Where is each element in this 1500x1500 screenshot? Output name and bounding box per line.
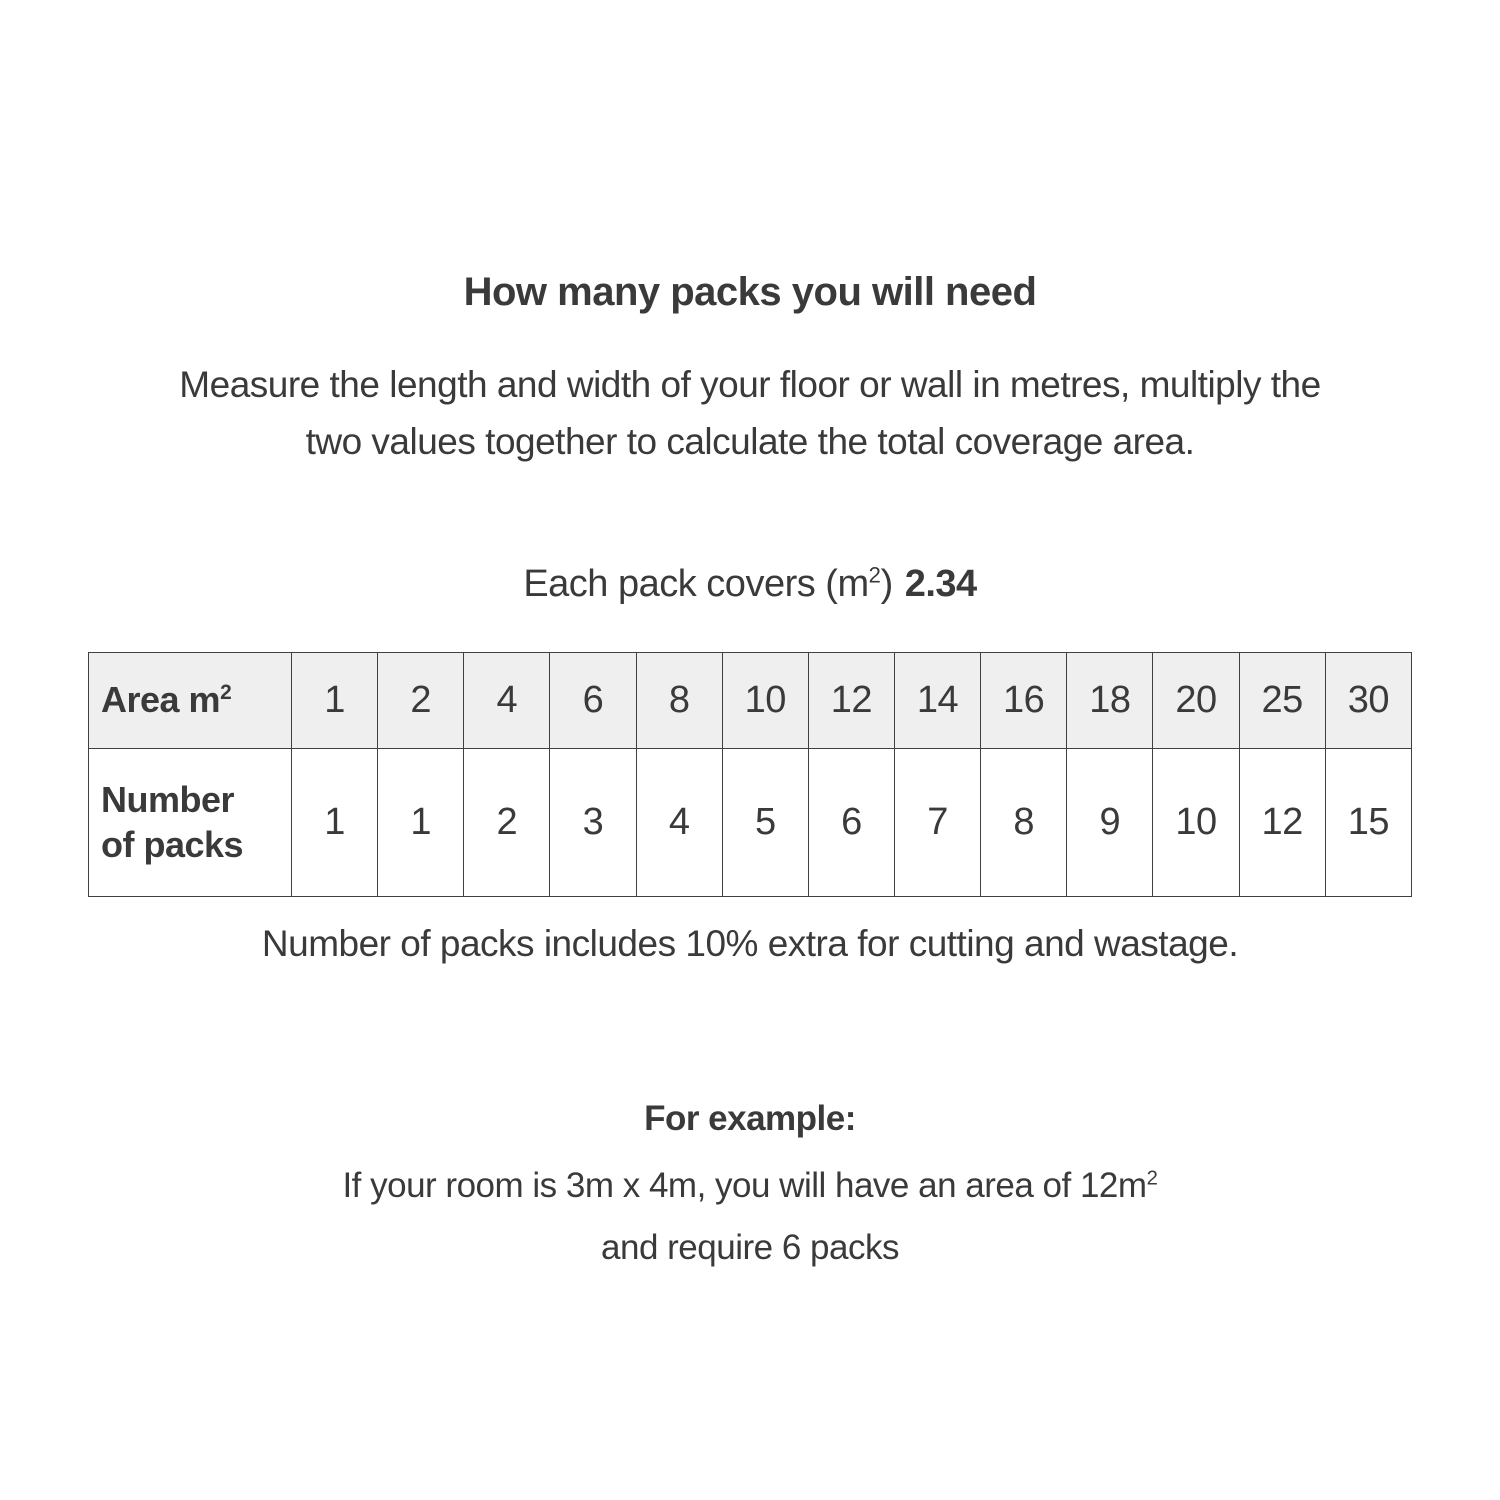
packs-cell: 12 xyxy=(1239,748,1325,896)
area-cell: 8 xyxy=(636,652,722,748)
example-line-1-text: If your room is 3m x 4m, you will have an area of 12m xyxy=(342,1165,1147,1205)
packs-cell: 1 xyxy=(378,748,464,896)
area-cell: 25 xyxy=(1239,652,1325,748)
area-cell: 12 xyxy=(808,652,894,748)
area-cell: 16 xyxy=(981,652,1067,748)
area-cell: 30 xyxy=(1325,652,1411,748)
example-line-1 xyxy=(0,1155,1500,1217)
packs-cell: 6 xyxy=(808,748,894,896)
page-title: How many packs you will need xyxy=(463,270,1037,314)
packs-cell: 15 xyxy=(1325,748,1411,896)
area-cell: 10 xyxy=(722,652,808,748)
packs-cell: 3 xyxy=(550,748,636,896)
packs-cell: 2 xyxy=(464,748,550,896)
packs-cell: 4 xyxy=(636,748,722,896)
area-cell: 4 xyxy=(464,652,550,748)
packs-label-line-1: Number xyxy=(101,779,235,821)
area-row xyxy=(89,652,1412,748)
packs-table xyxy=(88,652,1412,897)
packs-row-label xyxy=(89,748,292,896)
area-label-text: Area m xyxy=(101,679,221,721)
intro-line-1: Measure the length and width of your floor or wall in metres, multiply the xyxy=(179,364,1321,405)
intro-line-2: two values together to calculate the total coverage area. xyxy=(305,421,1195,463)
packs-cell: 5 xyxy=(722,748,808,896)
coverage-line xyxy=(0,563,1500,606)
packs-cell: 10 xyxy=(1153,748,1239,896)
example-line-2: and require 6 packs xyxy=(601,1227,899,1267)
coverage-label-suffix: ) xyxy=(880,562,893,605)
intro-text xyxy=(40,356,1460,471)
coverage-value: 2.34 xyxy=(904,562,977,605)
example-heading: For example: xyxy=(644,1098,856,1138)
area-cell: 14 xyxy=(894,652,980,748)
packs-cell: 7 xyxy=(894,748,980,896)
coverage-superscript: 2 xyxy=(868,562,881,588)
area-cell: 1 xyxy=(292,652,378,748)
packs-cell: 1 xyxy=(292,748,378,896)
wastage-note: Number of packs includes 10% extra for cutting and wastage. xyxy=(261,922,1239,964)
area-cell: 18 xyxy=(1067,652,1153,748)
area-cell: 20 xyxy=(1153,652,1239,748)
area-row-label xyxy=(89,652,292,748)
packs-label-line-2: of packs xyxy=(101,824,244,866)
area-cell: 6 xyxy=(550,652,636,748)
packs-cell: 8 xyxy=(981,748,1067,896)
packs-cell: 9 xyxy=(1067,748,1153,896)
example-superscript: 2 xyxy=(1146,1167,1158,1190)
packs-row xyxy=(89,748,1412,896)
coverage-label-prefix: Each pack covers (m xyxy=(523,562,869,605)
coverage-label xyxy=(523,563,892,605)
area-cell: 2 xyxy=(378,652,464,748)
area-label-superscript: 2 xyxy=(220,681,232,705)
